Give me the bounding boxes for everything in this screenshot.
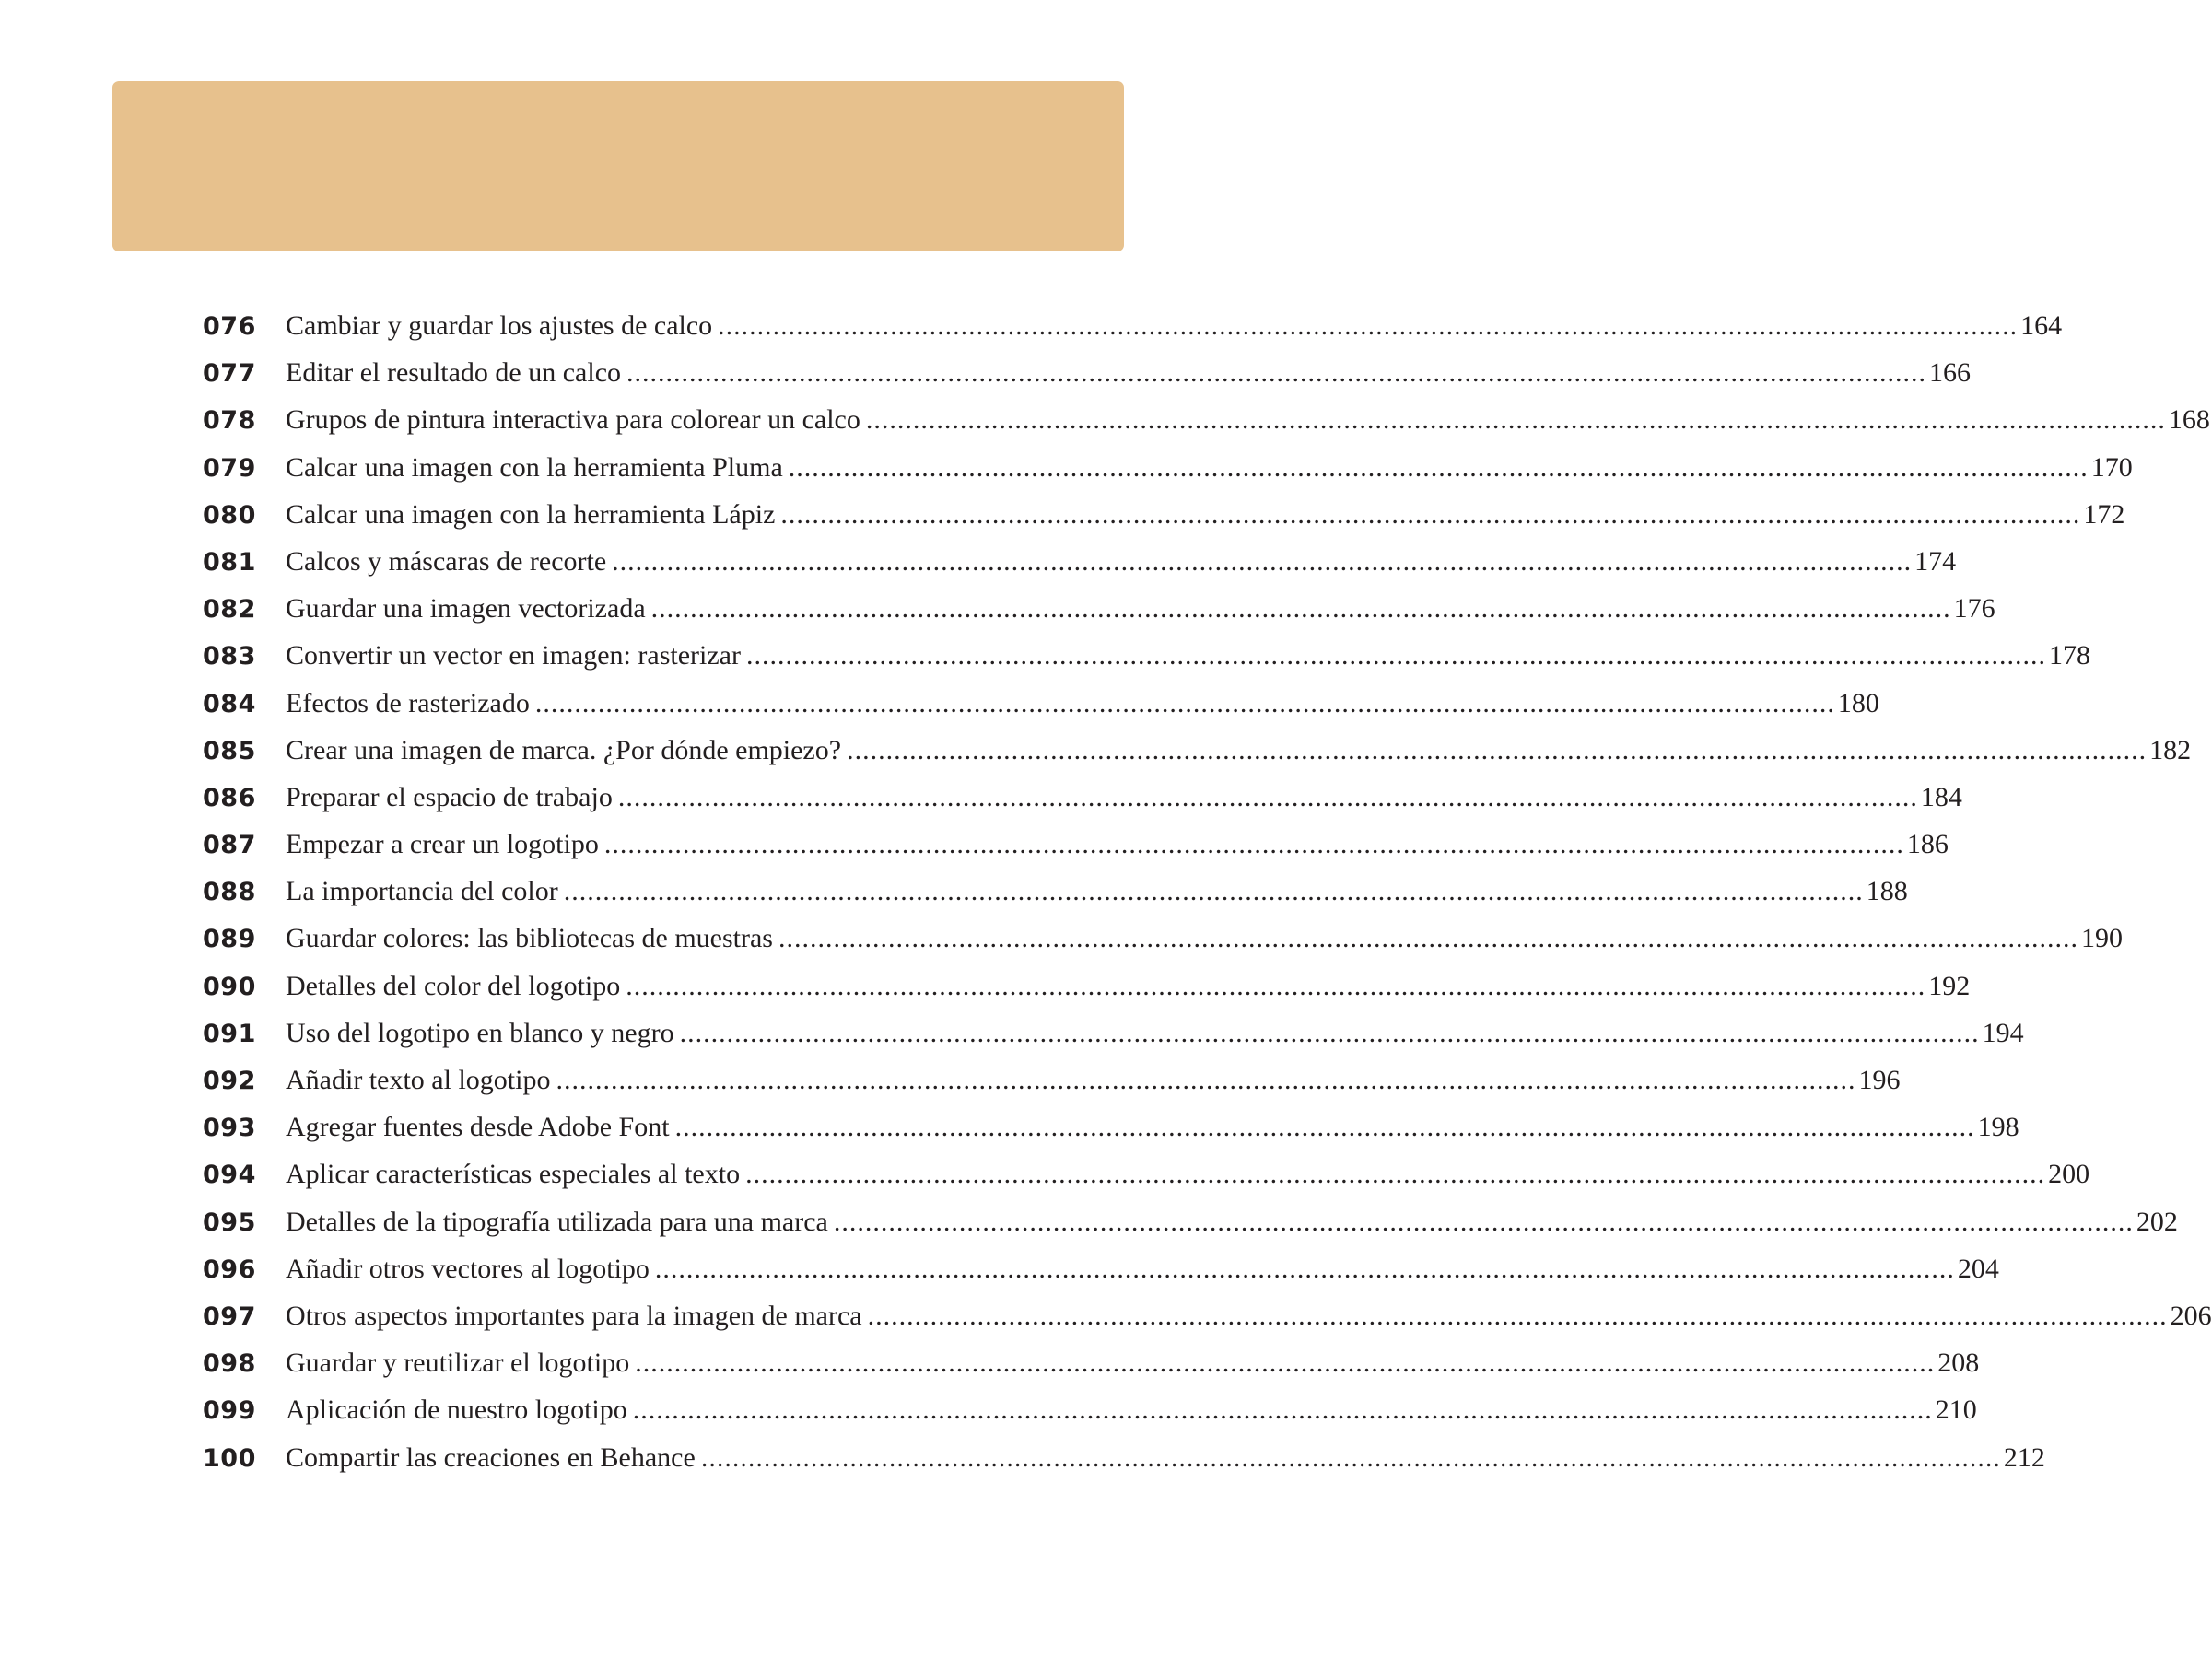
entry-number: 096 xyxy=(203,1255,256,1284)
entry-title: Calcos y máscaras de recorte xyxy=(286,545,607,577)
entry-number: 091 xyxy=(203,1019,256,1048)
entry-title: Aplicar características especiales al texto xyxy=(286,1159,741,1190)
page-number: 192 xyxy=(1928,970,1971,1001)
toc-entry xyxy=(203,923,2123,970)
toc-entry xyxy=(203,876,1908,923)
entry-title: Preparar el espacio de trabajo xyxy=(286,781,613,812)
entry-number: 081 xyxy=(203,547,256,577)
dot-leader: ...................................................................................................................................................................... xyxy=(847,734,2148,765)
page-number: 194 xyxy=(1982,1017,2024,1048)
dot-leader: ...................................................................................................................................................................... xyxy=(650,593,1951,624)
dot-leader: ...................................................................................................................................................................... xyxy=(780,498,2081,530)
dot-leader: ...................................................................................................................................................................... xyxy=(679,1017,1980,1048)
entry-number: 078 xyxy=(203,406,256,436)
toc-entry xyxy=(203,1348,1980,1395)
toc-entry xyxy=(203,404,2210,451)
entry-number: 090 xyxy=(203,972,256,1001)
toc-entry xyxy=(203,734,2192,782)
dot-leader: ...................................................................................................................................................................... xyxy=(617,781,1918,812)
dot-leader: ...................................................................................................................................................................... xyxy=(674,1112,1975,1143)
entry-number: 085 xyxy=(203,736,256,765)
toc-entry xyxy=(203,310,2063,357)
dot-leader: ...................................................................................................................................................................... xyxy=(865,404,2166,436)
entry-number: 097 xyxy=(203,1301,256,1331)
entry-number: 088 xyxy=(203,878,256,907)
toc-entry xyxy=(203,829,1949,876)
entry-number: 100 xyxy=(203,1443,256,1473)
toc-entry xyxy=(203,1300,2212,1348)
page-number: 210 xyxy=(1935,1395,1977,1426)
entry-title: Añadir texto al logotipo xyxy=(286,1065,551,1095)
page-number: 178 xyxy=(2048,640,2090,671)
page-number: 172 xyxy=(2083,498,2125,530)
toc-entry xyxy=(203,781,1962,829)
dot-leader: ...................................................................................................................................................................... xyxy=(867,1300,2168,1331)
page-number: 168 xyxy=(2168,404,2210,436)
toc-entry xyxy=(203,593,1995,640)
page-number: 208 xyxy=(1937,1348,1980,1379)
entry-number: 082 xyxy=(203,595,256,624)
entry-number: 077 xyxy=(203,359,256,389)
entry-number: 087 xyxy=(203,831,256,860)
entry-number: 099 xyxy=(203,1396,256,1426)
toc-entry xyxy=(203,357,1972,404)
entry-number: 083 xyxy=(203,642,256,671)
dot-leader: ...................................................................................................................................................................... xyxy=(534,687,1835,718)
entry-title: Editar el resultado de un calco xyxy=(286,357,622,389)
page-number: 188 xyxy=(1866,876,1908,907)
dot-leader: ...................................................................................................................................................................... xyxy=(700,1441,2001,1473)
toc-entry xyxy=(203,451,2133,499)
page-number: 204 xyxy=(1957,1253,1999,1284)
entry-title: Agregar fuentes desde Adobe Font xyxy=(286,1112,670,1143)
toc-entry xyxy=(203,1206,2178,1254)
entry-title: Grupos de pintura interactiva para colorear un calco xyxy=(286,404,860,436)
toc-entry xyxy=(203,1112,2019,1159)
page-number: 186 xyxy=(1906,829,1949,860)
entry-title: Otros aspectos importantes para la imagen de marca xyxy=(286,1300,862,1331)
page-number: 198 xyxy=(1977,1112,2019,1143)
page-number: 184 xyxy=(1920,781,1962,812)
dot-leader: ...................................................................................................................................................................... xyxy=(556,1065,1856,1095)
entry-number: 095 xyxy=(203,1208,256,1237)
entry-number: 094 xyxy=(203,1161,256,1190)
page-number: 212 xyxy=(2003,1441,2045,1473)
entry-title: Convertir un vector en imagen: rasterizar xyxy=(286,640,741,671)
dot-leader: ...................................................................................................................................................................... xyxy=(833,1206,2134,1237)
entry-number: 098 xyxy=(203,1349,256,1379)
entry-title: Cambiar y guardar los ajustes de calco xyxy=(286,310,713,341)
page-number: 202 xyxy=(2136,1206,2178,1237)
page-number: 174 xyxy=(1914,545,1957,577)
dot-leader: ...................................................................................................................................................................... xyxy=(635,1348,1936,1379)
entry-title: Compartir las creaciones en Behance xyxy=(286,1441,696,1473)
entry-number: 089 xyxy=(203,925,256,954)
entry-number: 092 xyxy=(203,1067,256,1095)
page-number: 196 xyxy=(1858,1065,1901,1095)
toc-entry xyxy=(203,1065,1901,1112)
entry-title: Aplicación de nuestro logotipo xyxy=(286,1395,627,1426)
entry-number: 086 xyxy=(203,783,256,812)
table-of-contents xyxy=(203,310,2212,1489)
page-number: 190 xyxy=(2080,923,2123,954)
dot-leader: ...................................................................................................................................................................... xyxy=(626,970,1926,1001)
entry-number: 079 xyxy=(203,453,256,483)
dot-leader: ...................................................................................................................................................................... xyxy=(626,357,1927,389)
entry-title: Añadir otros vectores al logotipo xyxy=(286,1253,650,1284)
toc-entry xyxy=(203,1395,1977,1441)
dot-leader: ...................................................................................................................................................................... xyxy=(778,923,2078,954)
page-number: 170 xyxy=(2090,451,2133,483)
header-band xyxy=(112,81,1124,251)
entry-number: 093 xyxy=(203,1114,256,1143)
toc-entry xyxy=(203,498,2125,546)
toc-entry xyxy=(203,545,1957,593)
entry-title: Detalles del color del logotipo xyxy=(286,970,621,1001)
page-number: 182 xyxy=(2149,734,2192,765)
dot-leader: ...................................................................................................................................................................... xyxy=(718,310,2019,341)
entry-title: Guardar una imagen vectorizada xyxy=(286,593,646,624)
toc-entry xyxy=(203,1253,1999,1301)
entry-number: 080 xyxy=(203,500,256,530)
dot-leader: ...................................................................................................................................................................... xyxy=(632,1395,1933,1426)
page-number: 176 xyxy=(1953,593,1995,624)
page-number: 200 xyxy=(2048,1159,2090,1190)
toc-entry xyxy=(203,1159,2090,1206)
entry-title: Calcar una imagen con la herramienta Pluma xyxy=(286,451,783,483)
dot-leader: ...................................................................................................................................................................... xyxy=(788,451,2089,483)
toc-entry xyxy=(203,1017,2024,1065)
dot-leader: ...................................................................................................................................................................... xyxy=(603,829,1904,860)
page-number: 206 xyxy=(2170,1300,2212,1331)
entry-title: Detalles de la tipografía utilizada para una marca xyxy=(286,1206,828,1237)
toc-entry xyxy=(203,640,2090,687)
dot-leader: ...................................................................................................................................................................... xyxy=(745,640,2046,671)
dot-leader: ...................................................................................................................................................................... xyxy=(745,1159,2046,1190)
page-number: 166 xyxy=(1929,357,1972,389)
entry-title: Efectos de rasterizado xyxy=(286,687,530,718)
dot-leader: ...................................................................................................................................................................... xyxy=(654,1253,1955,1284)
entry-title: Calcar una imagen con la herramienta Lápiz xyxy=(286,498,776,530)
page-number: 164 xyxy=(2020,310,2063,341)
entry-title: Guardar y reutilizar el logotipo xyxy=(286,1348,630,1379)
dot-leader: ...................................................................................................................................................................... xyxy=(563,876,1864,907)
entry-number: 076 xyxy=(203,312,256,341)
dot-leader: ...................................................................................................................................................................... xyxy=(612,545,1913,577)
entry-title: La importancia del color xyxy=(286,876,558,907)
entry-title: Uso del logotipo en blanco y negro xyxy=(286,1017,674,1048)
toc-entry xyxy=(203,970,1971,1018)
entry-number: 084 xyxy=(203,689,256,718)
entry-title: Crear una imagen de marca. ¿Por dónde empiezo? xyxy=(286,734,842,765)
toc-entry xyxy=(203,687,1879,735)
entry-title: Guardar colores: las bibliotecas de muestras xyxy=(286,923,773,954)
toc-entry xyxy=(203,1441,2045,1489)
page-number: 180 xyxy=(1837,687,1879,718)
entry-title: Empezar a crear un logotipo xyxy=(286,829,599,860)
